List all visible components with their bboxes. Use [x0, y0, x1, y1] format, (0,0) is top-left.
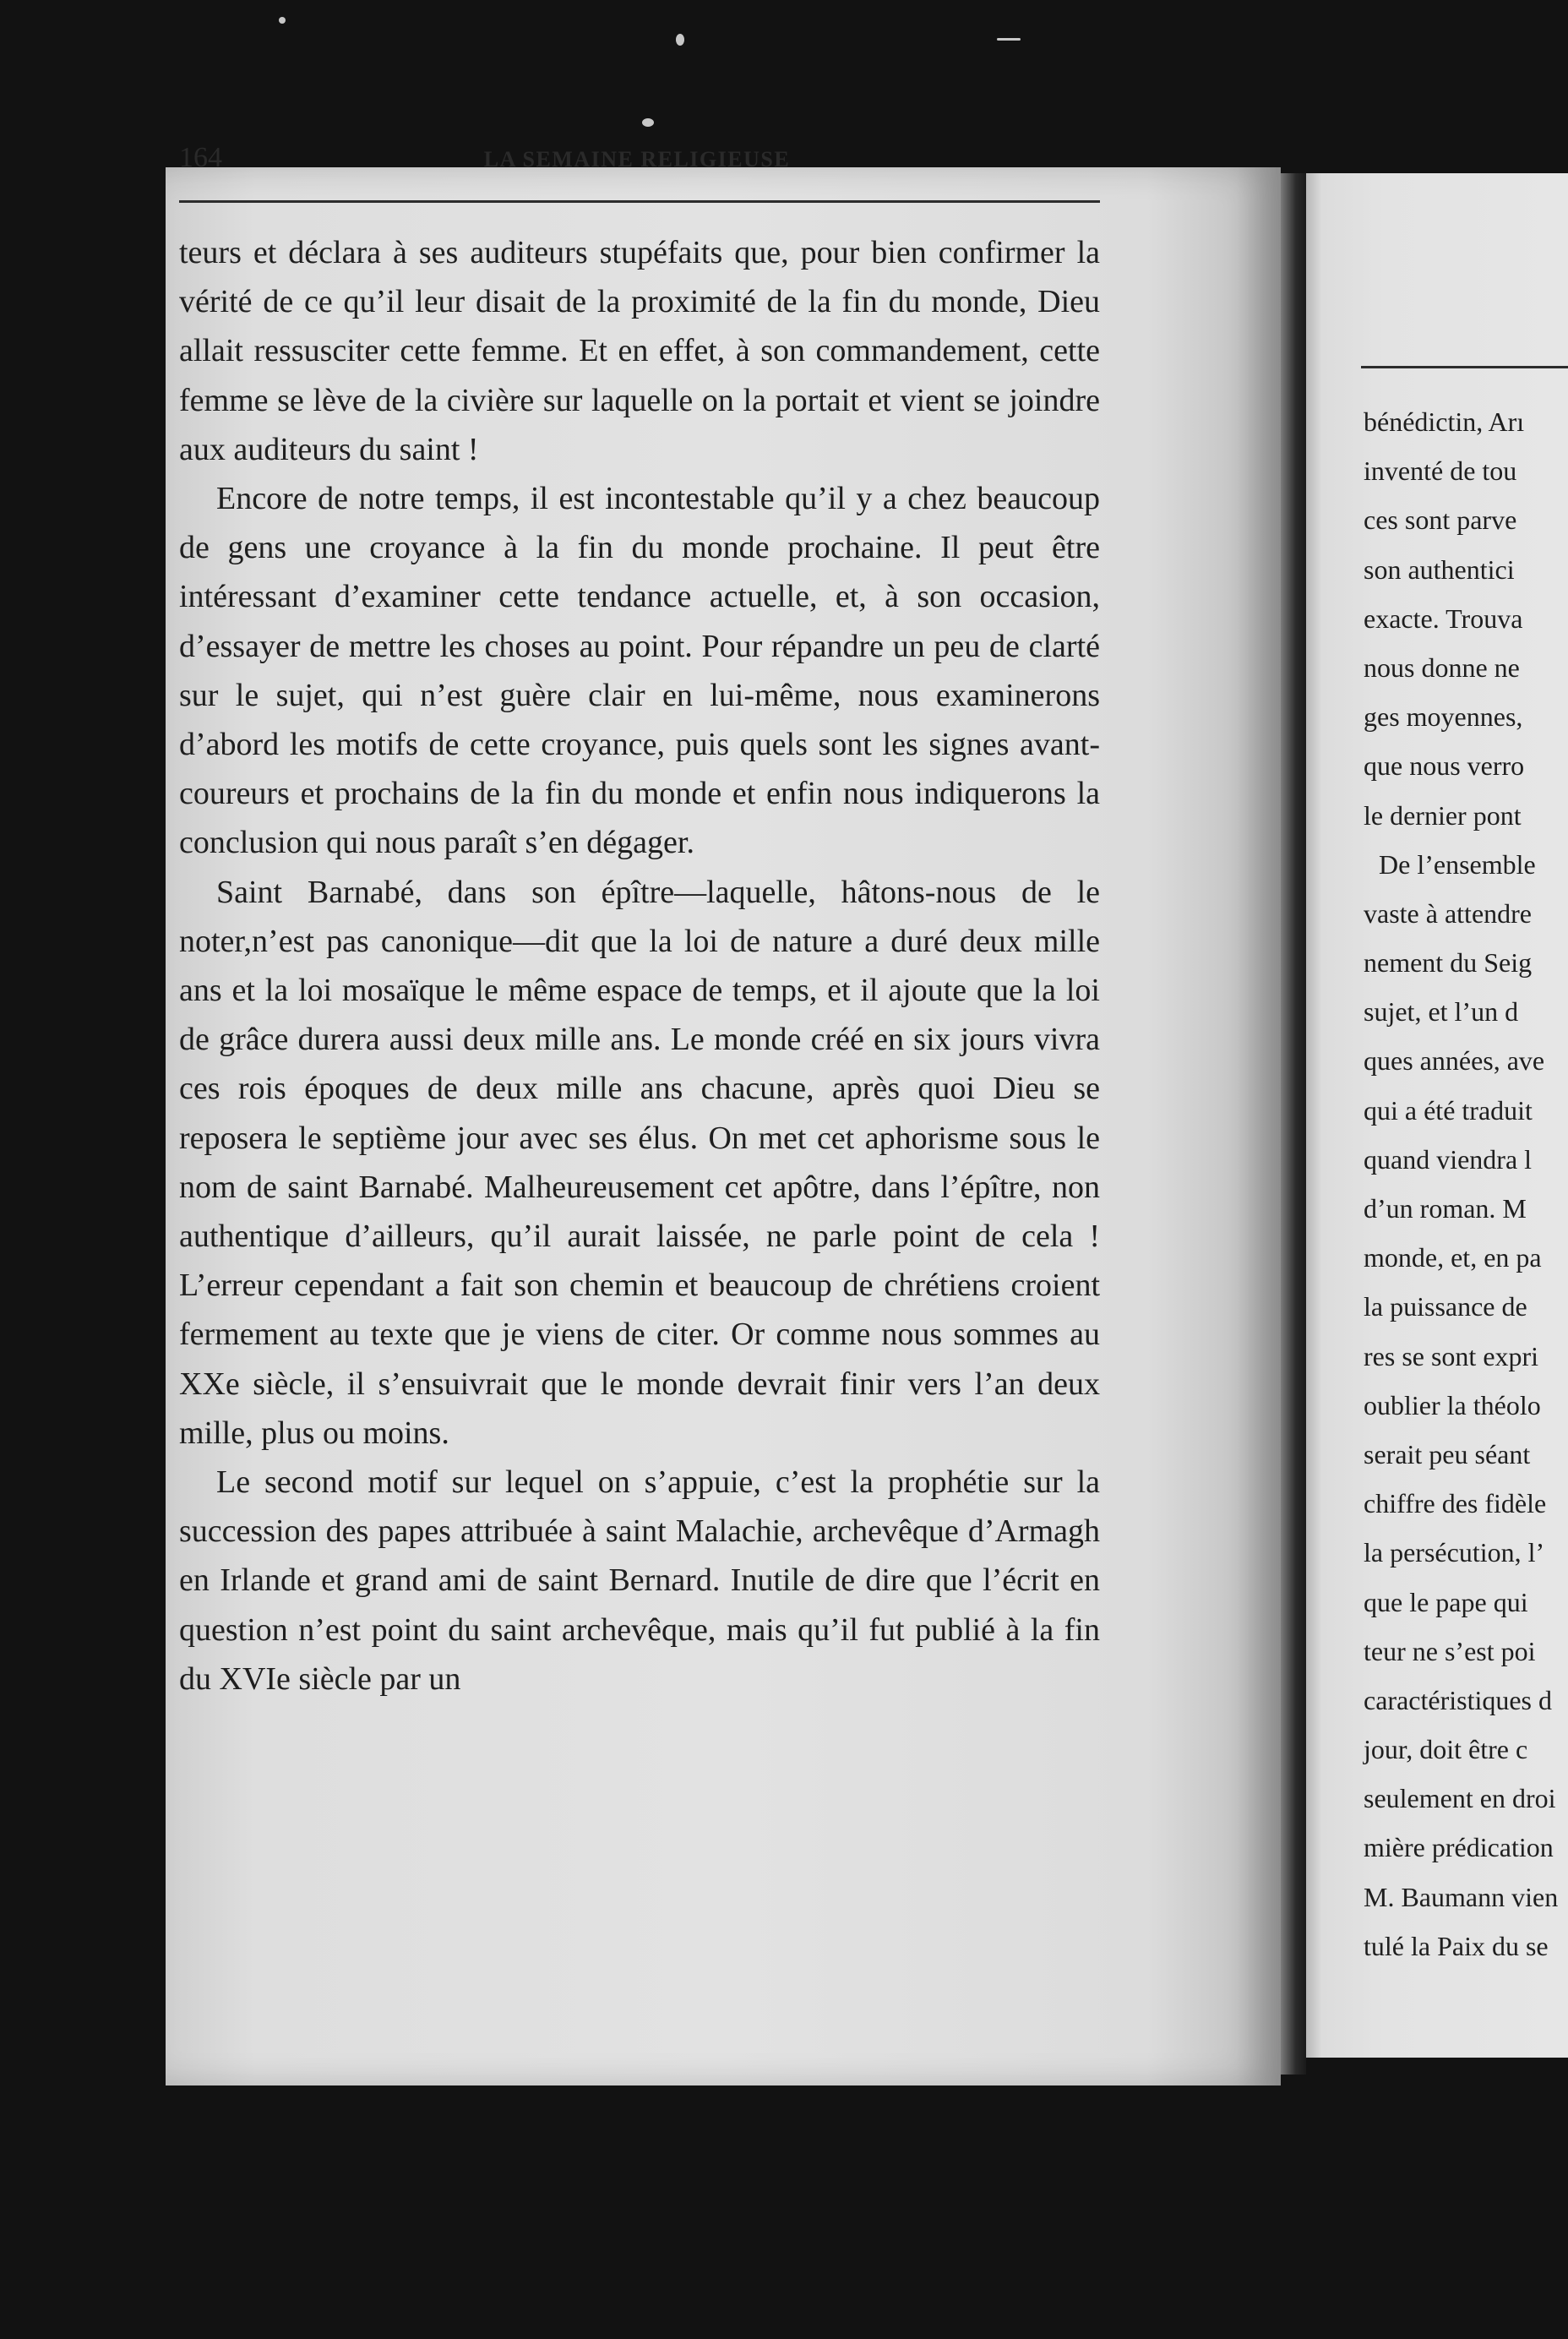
- page-header-title: LA SEMAINE RELIGIEUSE: [483, 147, 791, 172]
- text-line: serait peu séant: [1364, 1438, 1531, 1469]
- header-rule: [179, 200, 1100, 203]
- text-line: bénédictin, Arı: [1364, 406, 1525, 437]
- text-line: exacte. Trouva: [1364, 602, 1523, 634]
- text-line: d’un roman. M: [1364, 1193, 1527, 1224]
- paragraph: teurs et déclara à ses auditeurs stupéfaits que, pour bien confirmer la vérité de ce qu’il leur disait de la proximité de la fin du monde, Dieu allait ressusciter cette femme. Et en effet, à son commandement, cette femme se lève de la civière sur laquelle on la portait et vient se joindre aux auditeurs du saint !: [179, 235, 1100, 467]
- text-line: son authentici: [1364, 553, 1515, 585]
- right-header-rule: [1361, 366, 1568, 368]
- page-number: 164: [179, 142, 222, 173]
- text-line: mière prédication: [1364, 1832, 1554, 1863]
- film-speck: [676, 34, 684, 46]
- text-line: quand viendra l: [1364, 1143, 1533, 1175]
- text-line: la persécution, l’: [1364, 1537, 1545, 1568]
- text-line: que le pape qui: [1364, 1586, 1528, 1617]
- paragraph: Le second motif sur lequel on s’appuie, c’est la prophétie sur la succession des papes attribuée à saint Malachie, archevêque d’Armagh en Irlande et grand ami de saint Bernard. Inutile de dire que l’écrit en question n’est point du saint archevêque, mais qu’il fut publié à la fin du XVIe siècle par un: [179, 1464, 1100, 1697]
- text-line: M. Baumann vien: [1364, 1881, 1559, 1912]
- film-speck: [642, 118, 654, 127]
- running-head: [179, 142, 1095, 186]
- text-line: caractéristiques d: [1364, 1684, 1552, 1715]
- film-speck: [997, 38, 1021, 41]
- text-line: ces sont parve: [1364, 504, 1517, 536]
- text-line: monde, et, en pa: [1364, 1242, 1542, 1273]
- text-line: qui a été traduit: [1364, 1094, 1533, 1126]
- text-line: De l’ensemble: [1379, 848, 1536, 880]
- text-line: que nous verro: [1364, 750, 1525, 782]
- paragraph: Saint Barnabé, dans son épître—laquelle, hâtons-nous de le noter,n’est pas canonique—dit que la loi de nature a duré deux mille ans et la loi mosaïque le même espace de temps, et il ajoute que la loi de grâce durera aussi deux mille ans. Le monde créé en six jours vivra ces rois époques de deux mille ans chacune, après quoi Dieu se reposera le septième jour avec ses élus. On met cet aphorisme sous le nom de saint Barnabé. Malheureusement cet apôtre, dans l’épître, non authentique d’ailleurs, qu’il aurait laissée, ne parle point de cela ! L’erreur cependant a fait son chemin et beaucoup de chrétiens croient fermement au texte que je viens de citer. Or comme nous sommes au XXe siècle, il s’ensuivrait que le monde devrait finir vers l’an deux mille, plus ou moins.: [179, 874, 1100, 1451]
- text-line: seulement en droi: [1364, 1783, 1556, 1814]
- text-line: nement du Seig: [1364, 947, 1533, 979]
- text-line: vaste à attendre: [1364, 897, 1532, 929]
- text-line: sujet, et l’un d: [1364, 996, 1519, 1028]
- text-line: le dernier pont: [1364, 799, 1522, 831]
- text-line: ques années, ave: [1364, 1045, 1545, 1077]
- text-line: res se sont expri: [1364, 1340, 1539, 1371]
- text-line: oublier la théolo: [1364, 1389, 1541, 1420]
- right-page-body: [1364, 397, 1568, 1971]
- right-page: [1306, 173, 1568, 2058]
- page-gutter: [1281, 173, 1306, 2075]
- paragraph: Encore de notre temps, il est incontestable qu’il y a chez beaucoup de gens une croyance à la fin du monde prochaine. Il peut être intéressant d’examiner cette tendance actuelle, et, à son occasion, d’essayer de mettre les choses au point. Pour répandre un peu de clarté sur le sujet, qui n’est guère clair en lui-même, nous examinerons d’abord les motifs de cette croyance, puis quels sont les signes avant-coureurs et prochains de la fin du monde et enfin nous indiquerons la conclusion qui nous paraît s’en dégager.: [179, 481, 1100, 861]
- text-line: la puissance de: [1364, 1291, 1527, 1322]
- text-line: inventé de tou: [1364, 455, 1517, 487]
- text-line: chiffre des fidèle: [1364, 1488, 1547, 1519]
- text-line: nous donne ne: [1364, 652, 1520, 683]
- text-line: jour, doit être c: [1364, 1734, 1528, 1765]
- left-page-body: [179, 228, 1100, 1704]
- text-line: teur ne s’est poi: [1364, 1635, 1536, 1666]
- film-speck: [279, 17, 286, 24]
- text-line: ges moyennes,: [1364, 701, 1523, 733]
- text-line: tulé la Paix du se: [1364, 1930, 1549, 1961]
